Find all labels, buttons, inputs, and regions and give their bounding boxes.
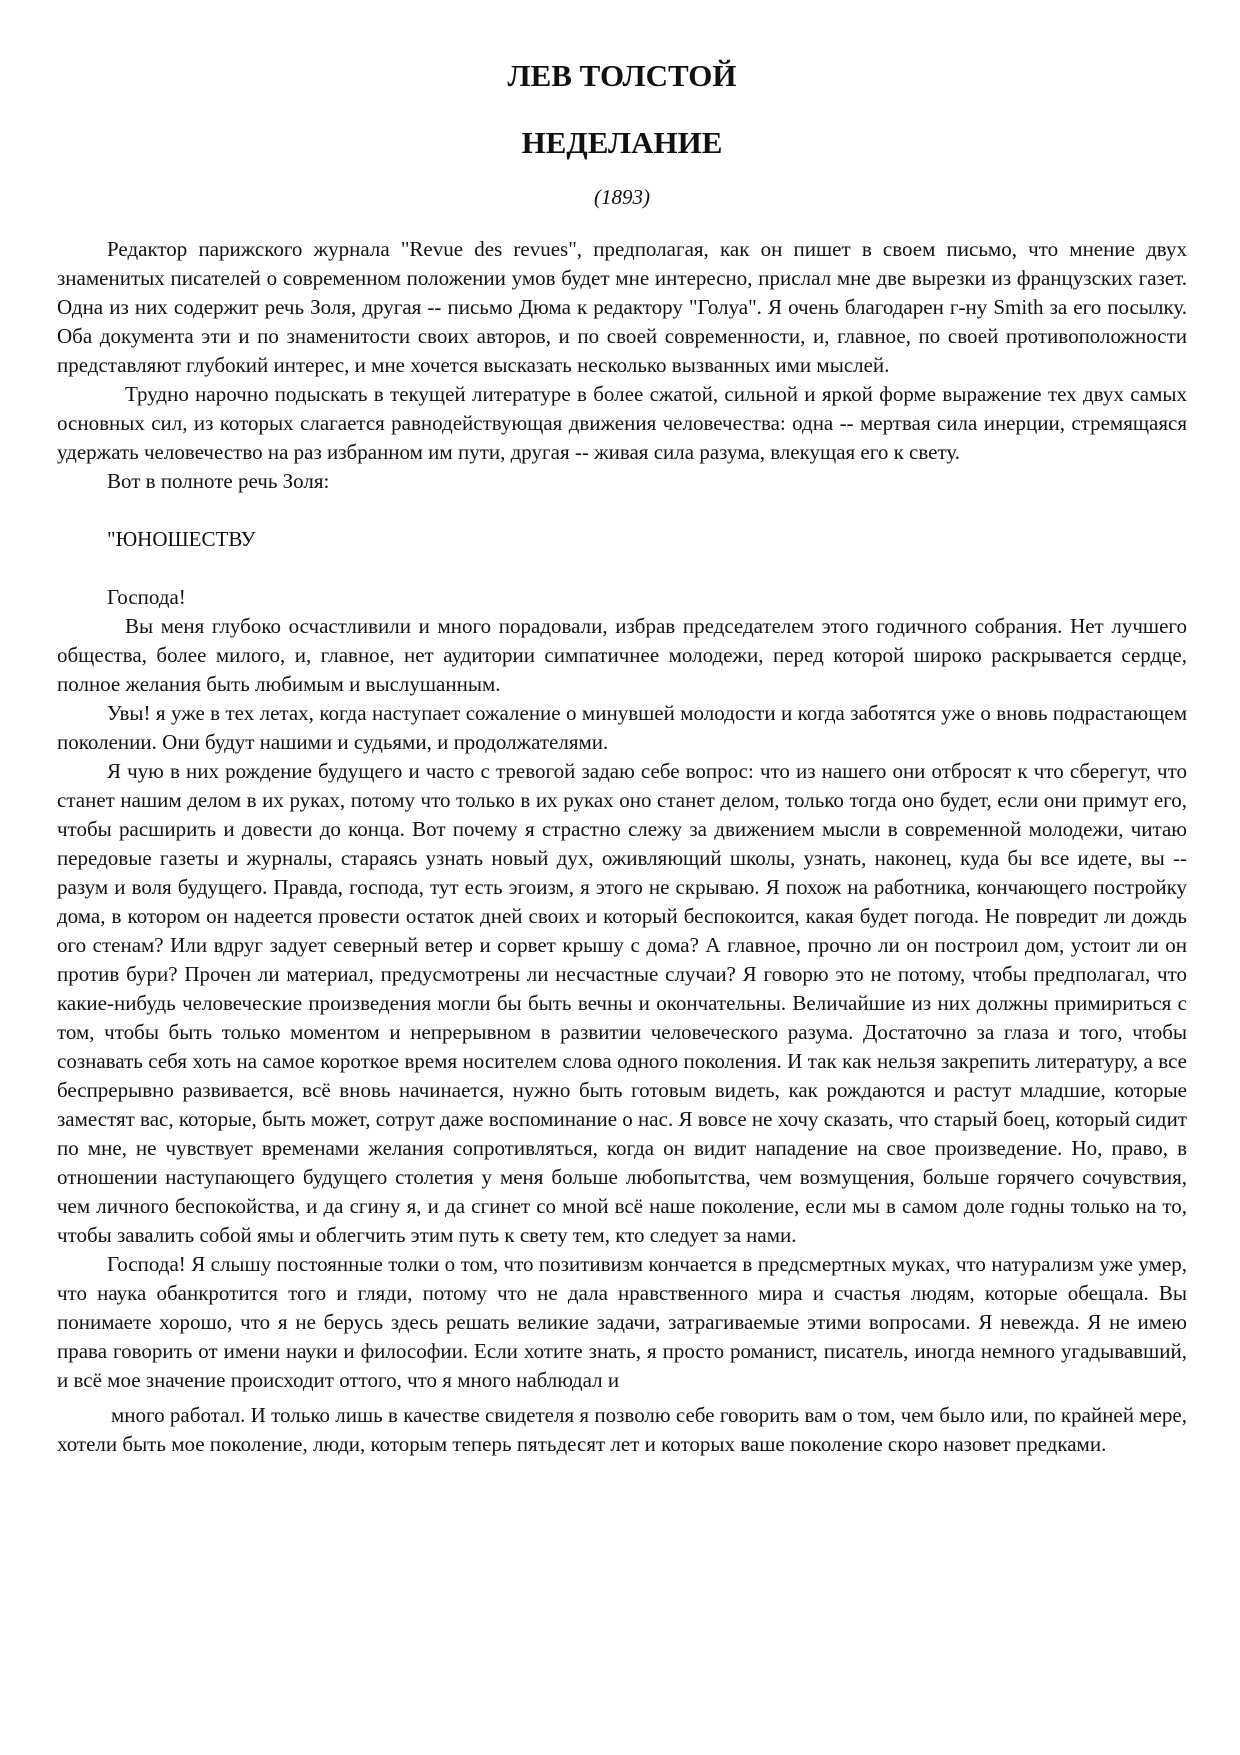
speech-heading: "ЮНОШЕСТВУ <box>107 527 256 551</box>
author-name: ЛЕВ ТОЛСТОЙ <box>507 58 737 93</box>
publication-year: (1893) <box>594 185 650 209</box>
speech-paragraph-continued: много работал. И только лишь в качестве свидетеля я позволю себе говорить вам о том, чем было или, по крайней мере, хотели быть мое поколение, люди, которым теперь пятьдесят лет и которых ваше поколение скоро назовет предками. <box>57 1403 1187 1456</box>
speech-greeting: Господа! <box>107 585 186 609</box>
paragraph-forces: Трудно нарочно подыскать в текущей литературе в более сжатой, сильной и яркой форме выражение тех двух самых основных сил, из которых слагается равнодействующая движения человечества: одна -- мертвая сила инерции, стремящаяся удержать человечество на раз избранном им пути, другая -- живая сила разума, влекущая его к свету. <box>57 382 1187 464</box>
speech-paragraph: Я чую в них рождение будущего и часто с тревогой задаю себе вопрос: что из нашего они отбросят к что сберегут, что станет нашим делом в их руках, потому что только в их руках оно станет делом, только тогда оно будет, если они примут его, чтобы расширить и довести до конца. Вот почему я страстно слежу за движением мысли в современной молодежи, читаю передовые газеты и журналы, стараясь узнать новый дух, оживляющий школы, узнать, наконец, куда бы все идете, вы -- разум и воля будущего. Правда, господа, тут есть эгоизм, я этого не скрываю. Я похож на работника, кончающего постройку дома, в котором он надеется провести остаток дней своих и который беспокоится, какая будет погода. Не повредит ли дождь ого стенам? Или вдруг задует северный ветер и сорвет крышу с дома? А главное, прочно ли он построил дом, устоит ли он против бури? Прочен ли материал, предусмотрены ли несчастные случаи? Я говорю это не потому, чтобы предполагал, что какие-нибудь человеческие произведения могли бы быть вечны и окончательны. Величайшие из них должны примириться с том, чтобы быть только моментом и непрерывном в развитии человеческого разума. Достаточно за глаза и того, чтобы сознавать себя хоть на самое короткое время носителем слова одного поколения. И так как нельзя закрепить литературу, а все беспрерывно развивается, всё вновь начинается, нужно быть готовым видеть, как рождаются и растут младшие, которые заместят вас, которые, быть может, сотрут даже воспоминание о нас. Я вовсе не хочу сказать, что старый боец, который сидит по мне, не чувствует временами желания сопротивляться, когда он видит нападение на свое произведение. Но, право, в отношении наступающего будущего столетия у меня больше любопытства, чем возмущения, больше горячего сочувствия, чем личного беспокойства, и да сгину я, и да сгинет со мной всё наше поколение, если мы в самом доле годны только на то, чтобы завалить собой ямы и облегчить этим путь к свету тем, кто следует за нами. <box>57 759 1187 1247</box>
paragraph-speech-lead: Вот в полноте речь Золя: <box>107 469 330 493</box>
paragraph-intro: Редактор парижского журнала "Revue des revues", предполагая, как он пишет в своем письмо, что мнение двух знаменитых писателей о современном положении умов будет мне интересно, прислал мне две вырезки из французских газет. Одна из них содержит речь Золя, другая -- письмо Дюма к редактору "Голуа". Я очень благодарен г-ну Smith за его посылку. Оба документа эти и по знаменитости своих авторов, и по своей современности, и, главное, по своей противоположности представляют глубокий интерес, и мне хочется высказать несколько вызванных ими мыслей. <box>57 237 1187 377</box>
speech-paragraph: Господа! Я слышу постоянные толки о том, что позитивизм кончается в предсмертных муках, что натурализм уже умер, что наука обанкротится того и гляди, потому что не дала нравственного мира и счастья людям, которые обещала. Вы понимаете хорошо, что я не берусь здесь решать великие задачи, затрагиваемые этими вопросами. Я невежда. Я не имею права говорить от имени науки и философии. Если хотите знать, я просто романист, писатель, иногда немного угадывавший, и всё мое значение происходит оттого, что я много наблюдал и <box>57 1252 1187 1392</box>
document-page <box>57 52 1187 1459</box>
speech-paragraph: Увы! я уже в тех летах, когда наступает сожаление о минувшей молодости и когда заботятся уже о вновь подрастающем поколении. Они будут нашими и судьями, и продолжателями. <box>57 701 1187 754</box>
speech-paragraph: Вы меня глубоко осчастливили и много порадовали, избрав председателем этого годичного собрания. Нет лучшего общества, более милого, и, главное, нет аудитории симпатичнее молодежи, перед которой широко раскрывается сердце, полное желания быть любимым и выслушанным. <box>57 614 1187 696</box>
work-title: НЕДЕЛАНИЕ <box>521 125 723 160</box>
document-body <box>57 235 1187 1459</box>
